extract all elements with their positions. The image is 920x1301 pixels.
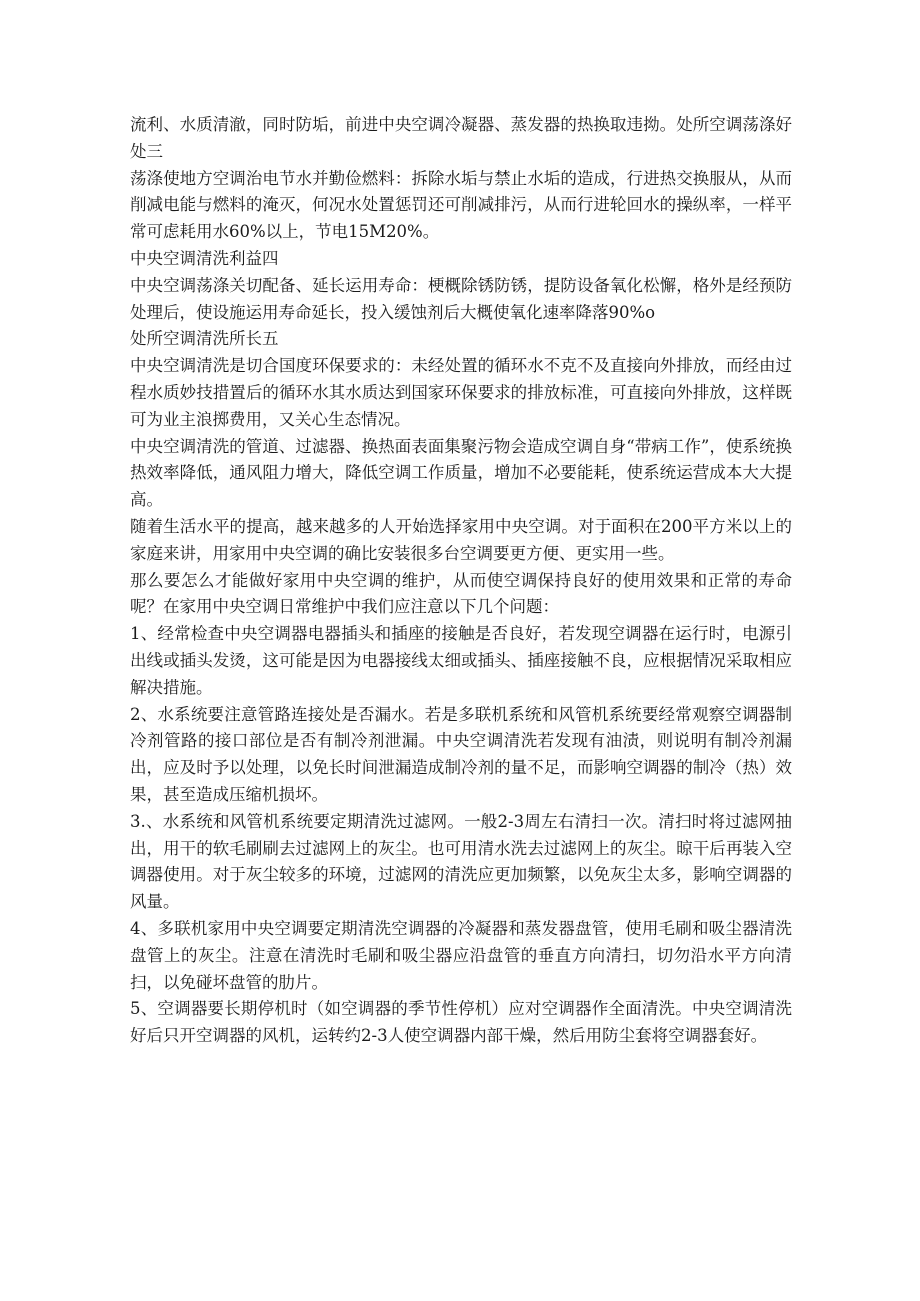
paragraph-energy-saving: 荡涤使地方空调治电节水并勤俭燃料：拆除水垢与禁止水垢的造成，行进热交换服从，从而削减电能与燃料的淹灭，何况水处置惩罚还可削减排污，从而行进轮回水的操纵率，一样平常可虑耗用水60%以上，节电15M20%。: [130, 168, 792, 242]
document-body: [130, 112, 792, 1050]
heading-benefit-5: 处所空调清洗所长五: [130, 329, 279, 349]
heading-benefit-4: 中央空调清洗利益四: [130, 248, 279, 268]
list-item-2-leak-check: 2、水系统要注意管路连接处是否漏水。若是多联机系统和风管机系统要经常观察空调器制冷剂管路的接口部位是否有制冷剂泄漏。中央空调清洗若发现有油渍，则说明有制冷剂漏出，应及时予以处理，以免长时间泄漏造成制冷剂的量不足，而影响空调器的制冷（热）效果，甚至造成压缩机损坏。: [130, 704, 792, 804]
list-item-5-long-shutdown: 5、空调器要长期停机时（如空调器的季节性停机）应对空调器作全面清洗。中央空调清洗好后只开空调器的风机，运转约2-3人使空调器内部干燥，然后用防尘套将空调器套好。: [130, 999, 792, 1046]
list-item-4-coil-cleaning: 4、多联机家用中央空调要定期清洗空调器的冷凝器和蒸发器盘管，使用毛刷和吸尘器清洗盘管上的灰尘。注意在清洗时毛刷和吸尘器应沿盘管的垂直方向清扫，切勿沿水平方向清扫，以免碰坏盘管的肋片。: [130, 918, 792, 992]
paragraph-cleaning-benefit-3-intro: 流利、水质清澈，同时防垢，前进中央空调冷凝器、蒸发器的热换取违拗。处所空调荡涤好处三: [130, 115, 792, 161]
paragraph-extend-lifespan: 中央空调荡涤关切配备、延长运用寿命：梗概除锈防锈，提防设备氧化松懈，格外是经预防处理后，使设施运用寿命延长，投入缓蚀剂后大概使氧化速率降落90%o: [130, 275, 792, 322]
paragraph-household-ac-intro: 随着生活水平的提高，越来越多的人开始选择家用中央空调。对于面积在200平方米以上的家庭来讲，用家用中央空调的确比安装很多台空调要更方便、更实用一些。: [130, 516, 792, 563]
paragraph-environmental: 中央空调清洗是切合国度环保要求的：未经处置的循环水不克不及直接向外排放，而经由过程水质妙技措置后的循环水其水质达到国家环保要求的排放标准，可直接向外排放，这样既可为业主浪掷费用，又关心生态情况。: [130, 356, 792, 429]
list-item-3-filter-cleaning: 3.、水系统和风管机系统要定期清洗过滤网。一般2-3周左右清扫一次。清扫时将过滤网抽出，用干的软毛刷刷去过滤网上的灰尘。也可用清水洗去过滤网上的灰尘。晾干后再装入空调器使用。对于灰尘较多的环境，过滤网的清洗应更加频繁，以免灰尘太多，影响空调器的风量。: [130, 811, 792, 912]
list-item-1-plug-check: 1、经常检查中央空调器电器插头和插座的接触是否良好，若发现空调器在运行时，电源引出线或插头发烫，这可能是因为电器接线太细或插头、插座接触不良，应根据情况采取相应解决措施。: [130, 624, 792, 697]
paragraph-maintenance-question: 那么要怎么才能做好家用中央空调的维护，从而使空调保持良好的使用效果和正常的寿命呢？在家用中央空调日常维护中我们应注意以下几个问题：: [130, 570, 792, 617]
paragraph-pipeline-pollution: 中央空调清洗的管道、过滤器、换热面表面集聚污物会造成空调自身“带病工作”，使系统换热效率降低，通风阻力增大，降低空调工作质量，增加不必要能耗，使系统运营成本大大提高。: [130, 436, 792, 510]
